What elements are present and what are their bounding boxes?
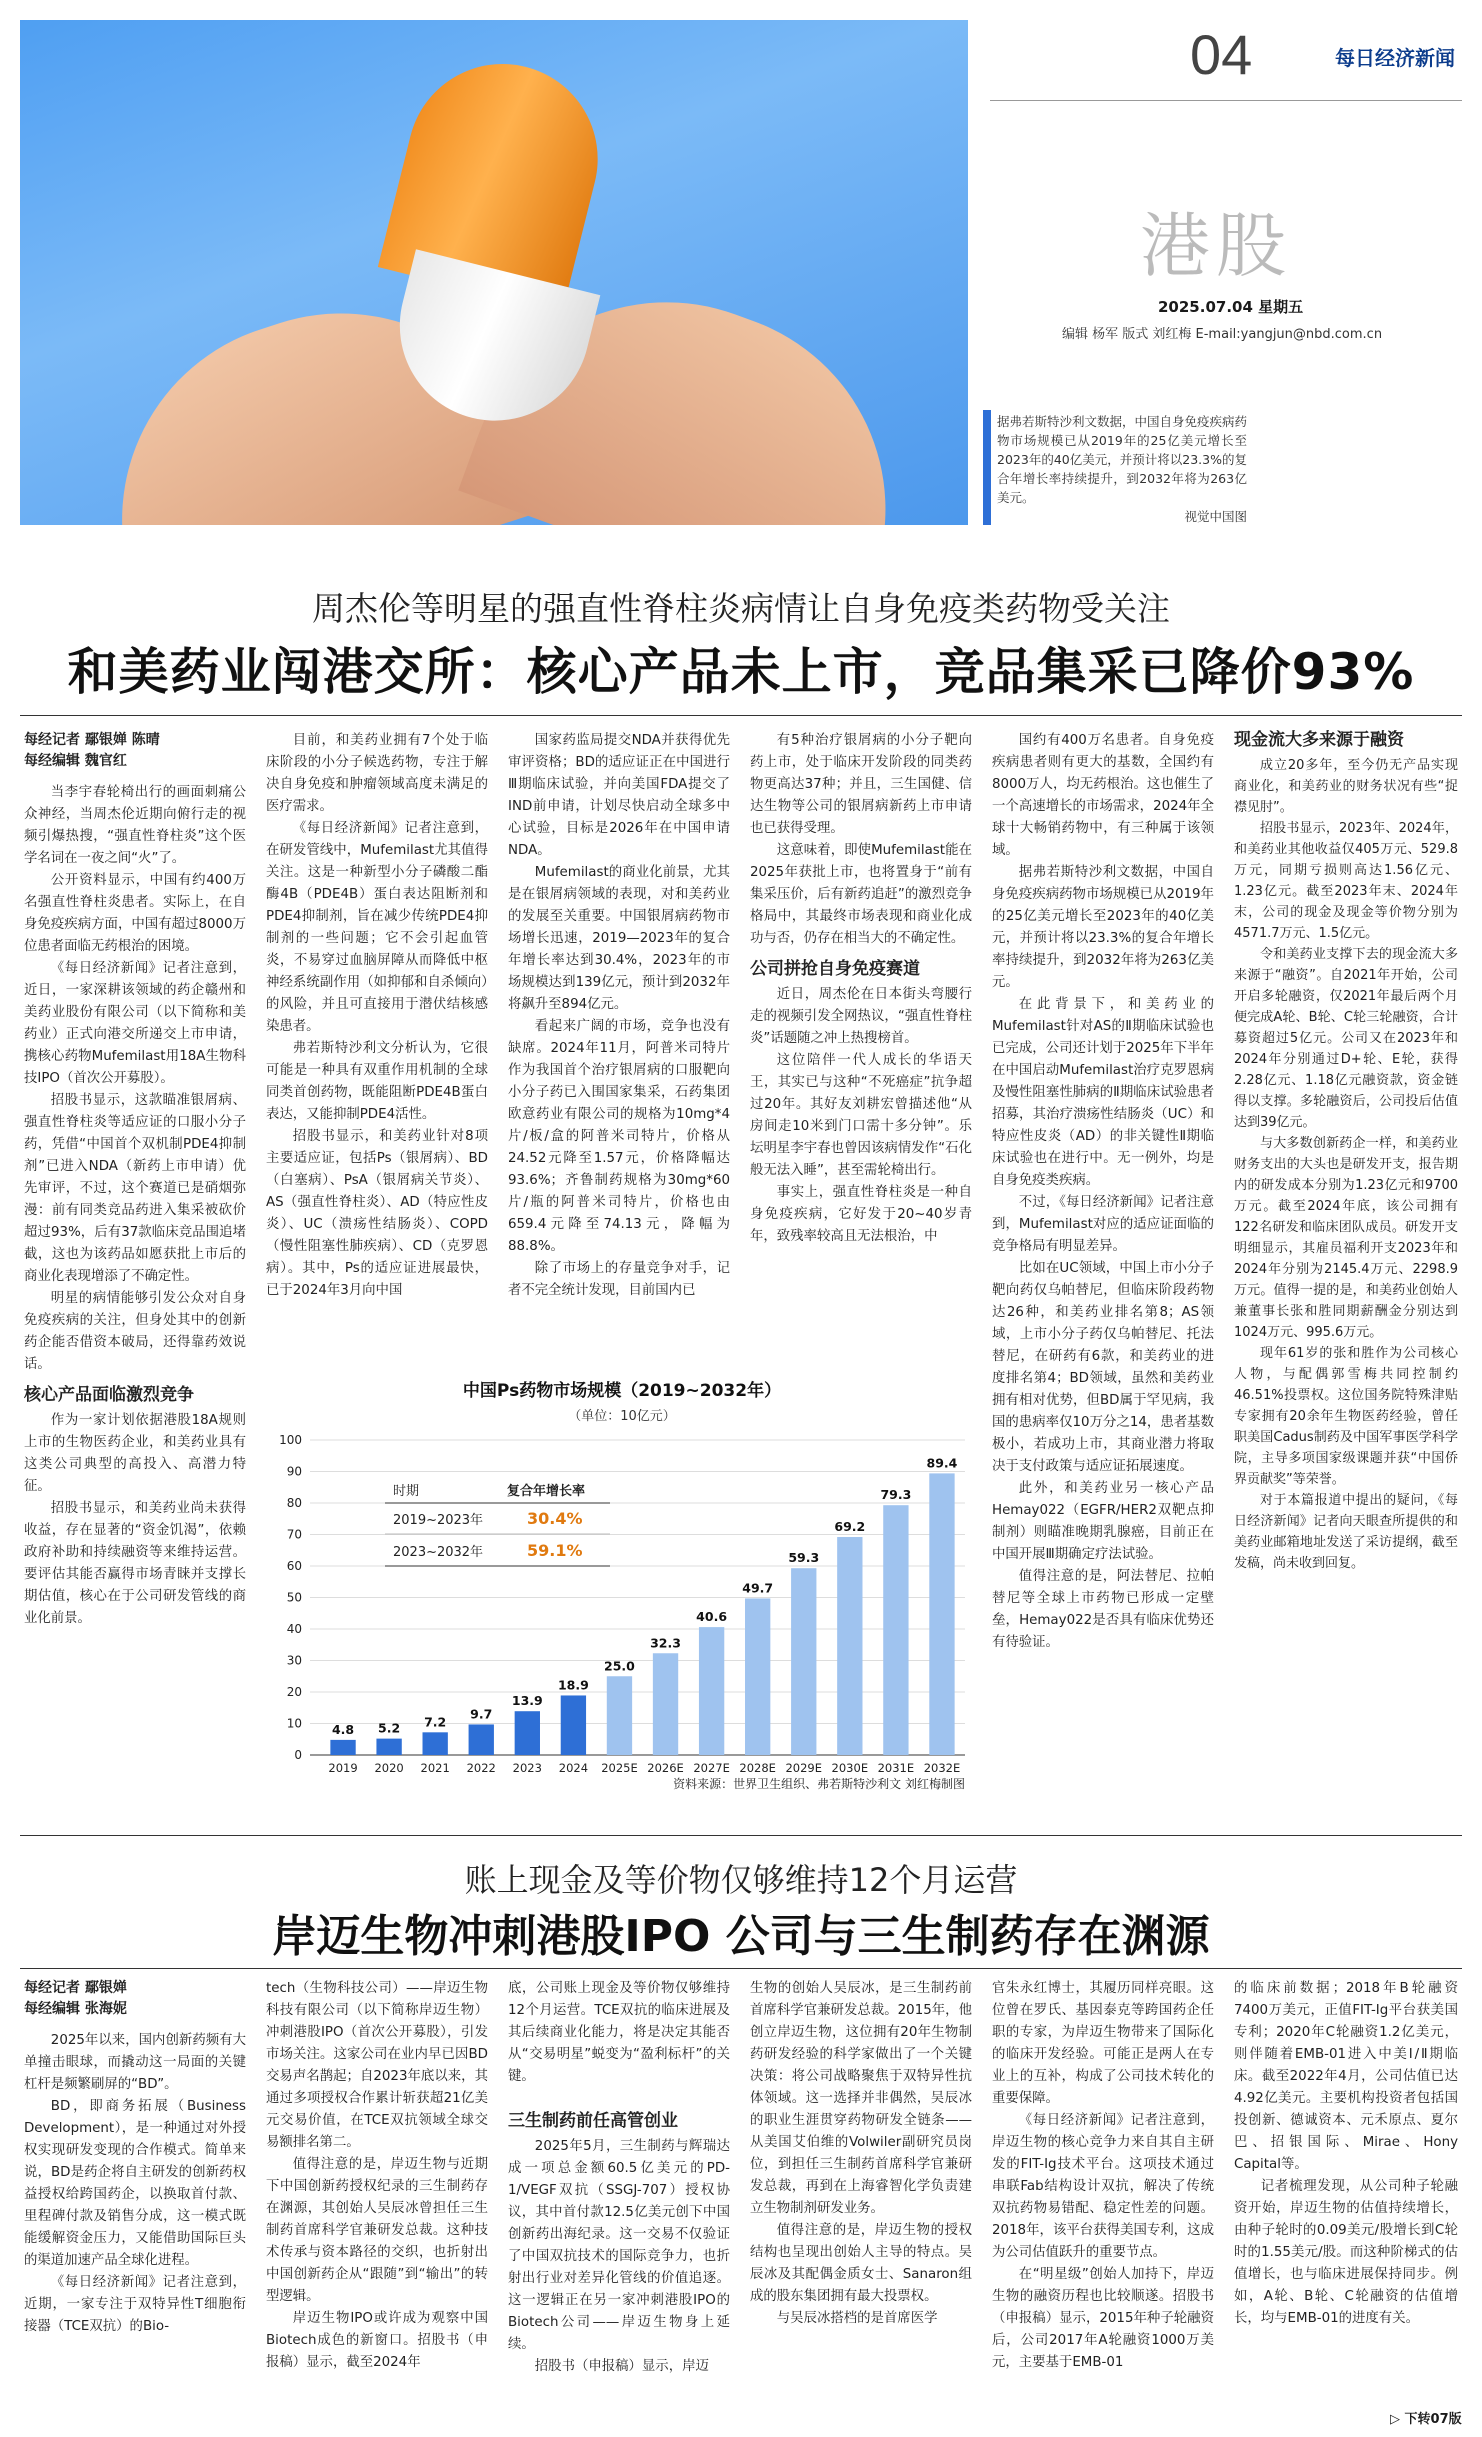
paragraph: 招股书显示，2023年、2024年，和美药业其他收益仅405万元、529.8万元，同期亏损则高达1.56亿元、1.23亿元。截至2023年末、2024年末，公司的现金及现金等价物分别为4571.7万元、1.5亿元。 <box>1234 821 1458 941</box>
bar-value-label: 18.9 <box>557 1677 589 1693</box>
paragraph: 此外，和美药业另一核心产品Hemay022（EGFR/HER2双靶点抑制剂）则瞄准晚期乳腺癌，目前正在中国开展Ⅲ期确定疗法试验。 <box>992 1481 1214 1562</box>
article1-rule <box>20 715 1462 716</box>
cagr-row-rate: 59.1% <box>527 1541 583 1560</box>
y-tick-label: 20 <box>286 1685 302 1699</box>
paragraph: 令和美药业支撑下去的现金流大多来源于“融资”。自2021年开始，公司开启多轮融资，仅2021年最后两个月便完成A轮、B轮、C轮三轮融资，合计募资超过5亿元。公司又在2023年和2024年分别通过D+轮、E轮，获得2.28亿元、1.18亿元融资款，资金链得以支撑。多轮融资后，公司投后估值达到39亿元。 <box>1234 947 1458 1130</box>
bar-2020 <box>376 1739 401 1755</box>
article2-column-3 <box>508 1978 730 2378</box>
bar-value-label: 89.4 <box>926 1455 958 1471</box>
paragraph: 《每日经济新闻》记者注意到，岸迈生物的核心竞争力来自其自主研发的FIT-Ig技术平台。这项技术通过串联Fab结构设计双抗，解决了传统双抗药物易错配、稳定性差的问题。2018年，该平台获得美国专利，这成为公司估值跃升的重要节点。 <box>992 2113 1214 2260</box>
paragraph: 弗若斯特沙利文分析认为，它很可能是一种具有双重作用机制的全球同类首创药物，既能阻断PDE4B蛋白表达，又能抑制PDE4活性。 <box>266 1041 488 1122</box>
paragraph: 岸迈生物IPO或许成为观察中国Biotech成色的新窗口。招股书（申报稿）显示，截至2024年 <box>266 2311 488 2370</box>
paragraph: Mufemilast的商业化前景，尤其是在银屑病领域的表现，对和美药业的发展至关重要。中国银屑病药物市场增长迅速，2019—2023年的复合年增长率达到30.4%，2023年的市场规模达到139亿元，预计到2032年将飙升至894亿元。 <box>508 865 730 1012</box>
y-tick-label: 0 <box>294 1748 302 1762</box>
article1-headline: 和美药业闯港交所：核心产品未上市，竞品集采已降价93% <box>67 643 1415 701</box>
paragraph: 2025年5月，三生制药与辉瑞达成一项总金额60.5亿美元的PD-1/VEGF双抗（SSGJ-707）授权协议，其中首付款12.5亿美元创下中国创新药出海纪录。这一交易不仅验证了中国双抗技术的国际竞争力，也折射出行业对差异化管线的价值追逐。这一逻辑正在另一家冲刺港股IPO的Biotech公司——岸迈生物身上延续。 <box>508 2139 730 2352</box>
bar-value-label: 25.0 <box>604 1658 635 1674</box>
article2-top-rule <box>20 1835 1462 1836</box>
article1-column-3 <box>508 730 730 1302</box>
chart-unit: （单位：10亿元） <box>568 1409 676 1424</box>
bar-2028E <box>745 1598 770 1755</box>
bar-2024 <box>561 1695 586 1755</box>
paragraph: 据弗若斯特沙利文数据，中国自身免疫疾病药物市场规模已从2019年的25亿美元增长至2023年的40亿美元，并预计将以23.3%的复合年增长率持续提升，到2032年将为263亿美元。 <box>992 865 1214 990</box>
bar-2027E <box>699 1627 724 1755</box>
caption-text: 据弗若斯特沙利文数据，中国自身免疫疾病药物市场规模已从2019年的25亿美元增长至2023年的40亿美元，并预计将以23.3%的复合年增长率持续提升，到2032年将为263亿美元。 <box>997 414 1248 505</box>
bar-value-label: 79.3 <box>880 1487 912 1503</box>
article2-column-5 <box>992 1978 1214 2374</box>
bar-2022 <box>469 1724 494 1755</box>
x-tick-label: 2027E <box>693 1761 730 1775</box>
bar-2021 <box>423 1732 448 1755</box>
y-tick-label: 50 <box>286 1590 302 1605</box>
subheading: 现金流大多来源于融资 <box>1234 730 1404 750</box>
masthead-divider <box>990 100 1462 101</box>
x-tick-label: 2031E <box>877 1761 915 1775</box>
bar-value-label: 7.2 <box>424 1714 447 1730</box>
article1-column-1 <box>24 730 246 1630</box>
paragraph: 这位陪伴一代人成长的华语天王，其实已与这种“不死癌症”抗争超过20年。其好友刘耕宏曾描述他“从房间走10米到门口需十多分钟”。乐坛明星李宇春也曾因该病情发作“石化般无法入睡”，甚至需轮椅出行。 <box>750 1053 972 1178</box>
subheading: 三生制药前任高管创业 <box>508 2111 678 2131</box>
byline-editor: 每经编辑 张海妮 <box>24 2001 127 2017</box>
article1-column-5 <box>992 730 1214 1654</box>
paragraph: 招股书显示，和美药业针对8项主要适应证，包括Ps（银屑病）、BD（白塞病）、PsA（银屑病关节炎）、AS（强直性脊柱炎）、AD（特应性皮炎）、UC（溃疡性结肠炎）、COPD（慢性阻塞性肺疾病）、CD（克罗恩病）。其中，Ps的适应证进展最快，已于2024年3月向中国 <box>266 1129 488 1298</box>
chart-svg <box>265 1370 980 1795</box>
paragraph: 近日，周杰伦在日本街头弯腰行走的视频引发全网热议，“强直性脊柱炎”话题随之冲上热搜榜首。 <box>750 987 972 1046</box>
paragraph: 在此背景下，和美药业的Mufemilast针对AS的Ⅱ期临床试验也已完成，公司还计划于2025年下半年在中国启动Mufemilast治疗克罗恩病及慢性阻塞性肺病的Ⅱ期临床试验患者招募，其治疗溃疡性结肠炎（UC）和特应性皮炎（AD）的非关键性Ⅱ期临床试验也在进行中。无一例外，均是自身免疫类疾病。 <box>992 997 1214 1188</box>
paragraph: 比如在UC领域，中国上市小分子靶向药仅乌帕替尼，但临床阶段药物达26种，和美药业排名第8；AS领域，上市小分子药仅乌帕替尼、托法替尼，在研药有6款，和美药业的进度排名第4；BD领域，虽然和美药业拥有相对优势，但BD属于罕见病，我国的患病率仅10万分之14，患者基数极小，若成功上市，其商业潜力将取决于支付政策与适应证拓展速度。 <box>992 1261 1214 1474</box>
paragraph: 值得注意的是，岸迈生物与近期下中国创新药授权纪录的三生制药存在渊源，其创始人吴辰冰曾担任三生制药首席科学官兼研发总裁。这种技术传承与资本路径的交织，也折射出中国创新药企从“跟随”到“输出”的转型逻辑。 <box>266 2157 488 2304</box>
subheading: 公司拼抢自身免疫赛道 <box>750 959 920 979</box>
x-tick-label: 2023 <box>512 1761 542 1775</box>
x-tick-label: 2021 <box>420 1761 450 1775</box>
paragraph: 不过，《每日经济新闻》记者注意到，Mufemilast对应的适应证面临的竞争格局有明显差异。 <box>992 1195 1214 1254</box>
paragraph: 值得注意的是，岸迈生物的授权结构也呈现出创始人主导的特点。吴辰冰及其配偶金质女士、Sanaron组成的股东集团拥有最大投票权。 <box>750 2223 972 2304</box>
paragraph: 《每日经济新闻》记者注意到，近日，一家深耕该领域的药企赣州和美药业股份有限公司（以下简称和美药业）正式向港交所递交上市申请，携核心药物Mufemilast用18A生物科技IPO（首次公开募股）。 <box>24 961 246 1086</box>
paragraph: 的临床前数据；2018年B轮融资7400万美元，正值FIT-Ig平台获美国专利；2020年C轮融资1.2亿美元，则伴随着EMB-01进入中美Ⅰ/Ⅱ期临床。截至2022年4月，公司估值已达4.92亿美元。主要机构投资者包括国投创新、德诚资本、元禾原点、夏尔巴、招银国际、Mirae、Hony Capital等。 <box>1234 1981 1458 2172</box>
paragraph: BD，即商务拓展（Business Development），是一种通过对外授权实现研发变现的合作模式。简单来说，BD是药企将自主研发的创新药权益授权给跨国药企，以换取首付款、里程碑付款及销售分成，这一模式既能缓解资金压力，又能借助国际巨头的渠道加速产品全球化进程。 <box>24 2099 246 2268</box>
article2-column-4 <box>750 1978 972 2330</box>
x-tick-label: 2032E <box>923 1761 961 1775</box>
y-tick-label: 80 <box>286 1496 302 1510</box>
article2-subtitle: 账上现金及等价物仅够维持12个月运营 <box>464 1861 1018 1899</box>
x-tick-label: 2020 <box>374 1761 404 1775</box>
article1-column-4 <box>750 730 972 1248</box>
cagr-header-period: 时期 <box>393 1484 420 1499</box>
y-tick-label: 70 <box>286 1527 302 1542</box>
bar-value-label: 32.3 <box>650 1635 681 1651</box>
bar-value-label: 40.6 <box>696 1609 728 1625</box>
paragraph: 公开资料显示，中国有约400万名强直性脊柱炎患者。实际上，在自身免疫疾病方面，中国有超过8000万位患者面临无药根治的困境。 <box>24 873 246 954</box>
paragraph: 与吴辰冰搭档的是首席医学 <box>776 2311 938 2326</box>
paragraph: 国约有400万名患者。自身免疫疾病患者则有更大的基数，全国约有8000万人，均无药根治。这也催生了一个高速增长的市场需求，2024年全球十大畅销药物中，有三种属于该领域。 <box>992 733 1214 858</box>
chart-source: 资料来源：世界卫生组织、弗若斯特沙利文 刘红梅制图 <box>673 1777 965 1791</box>
article2-column-6 <box>1234 1978 1458 2330</box>
byline-reporter: 每经记者 鄢银婵 <box>24 1980 127 1996</box>
paragraph: tech（生物科技公司）——岸迈生物科技有限公司（以下简称岸迈生物）冲刺港股IPO（首次公开募股），引发市场关注。这家公司在业内早已因BD交易声名鹊起；自2023年底以来，其通过多项授权合作累计斩获超21亿美元交易价值，在TCE双抗领域全球交易额排名第二。 <box>266 1981 488 2150</box>
y-tick-label: 40 <box>286 1622 302 1636</box>
paragraph: 现年61岁的张和胜作为公司核心人物，与配偶郭雪梅共同控制约46.51%投票权。这位国务院特殊津贴专家拥有20余年生物医药经验，曾任职美国Cadus制药及中国军事医学科学院，主导多项国家级课题并获“中国侨界贡献奖”等荣誉。 <box>1234 1346 1458 1487</box>
article1-column-2 <box>266 730 488 1302</box>
paragraph: 这意味着，即使Mufemilast能在2025年获批上市，也将置身于“前有集采压价，后有新药追赶”的激烈竞争格局中，其最终市场表现和商业化成功与否，仍存在相当大的不确定性。 <box>750 843 972 946</box>
pill-photo <box>20 20 968 525</box>
subheading: 核心产品面临激烈竞争 <box>24 1385 194 1405</box>
byline-reporter: 每经记者 鄢银婵 陈晴 <box>24 732 160 748</box>
paragraph: 《每日经济新闻》记者注意到，近期，一家专注于双特异性T细胞衔接器（TCE双抗）的Bio- <box>24 2275 246 2334</box>
bar-value-label: 59.3 <box>788 1550 820 1566</box>
article2-column-2 <box>266 1978 488 2374</box>
x-tick-label: 2022 <box>466 1761 496 1775</box>
bar-2030E <box>837 1537 862 1755</box>
x-tick-label: 2026E <box>647 1761 684 1775</box>
paragraph: 2025年以来，国内创新药频有大单撞击眼球，而撬动这一局面的关键杠杆是频繁刷屏的“BD”。 <box>24 2033 246 2092</box>
paragraph: 值得注意的是，阿法替尼、拉帕替尼等全球上市药物已形成一定壁垒，Hemay022是否具有临床优势还有待验证。 <box>992 1569 1214 1650</box>
paragraph: 对于本篇报道中提出的疑问，《每日经济新闻》记者向天眼查所提供的和美药业邮箱地址发送了采访提纲，截至发稿，尚未收到回复。 <box>1234 1493 1458 1571</box>
ps-market-chart <box>265 1370 980 1795</box>
photo-caption <box>975 412 1247 526</box>
bar-2019 <box>330 1740 355 1755</box>
bar-2029E <box>791 1568 816 1755</box>
y-tick-label: 30 <box>286 1653 302 1668</box>
cagr-header-rate: 复合年增长率 <box>507 1484 586 1499</box>
cagr-row-period: 2019~2023年 <box>393 1513 484 1528</box>
continue-link[interactable]: ▷ 下转07版 <box>1390 2412 1462 2427</box>
paragraph: 成立20多年，至今仍无产品实现商业化，和美药业的财务状况有些“捉襟见肘”。 <box>1234 758 1458 815</box>
y-tick-label: 90 <box>286 1464 302 1479</box>
bar-2025E <box>607 1676 632 1755</box>
x-tick-label: 2019 <box>328 1761 358 1775</box>
article2-headline: 岸迈生物冲刺港股IPO 公司与三生制药存在渊源 <box>272 1911 1210 1962</box>
paragraph: 作为一家计划依据港股18A规则上市的生物医药企业，和美药业具有这类公司典型的高投入、高潜力特征。 <box>24 1413 246 1494</box>
paragraph: 目前，和美药业拥有7个处于临床阶段的小分子候选药物，专注于解决自身免疫和肿瘤领域高度未满足的医疗需求。 <box>266 733 488 814</box>
paragraph: 官朱永红博士，其履历同样亮眼。这位曾在罗氏、基因泰克等跨国药企任职的专家，为岸迈生物带来了国际化的临床开发经验。可能正是两人在专业上的互补，构成了公司技术转化的重要保障。 <box>992 1981 1214 2106</box>
editor-line: 编辑 杨军 版式 刘红梅 E-mail:yangjun@nbd.com.cn <box>1062 327 1383 342</box>
issue-date: 2025.07.04 星期五 <box>1158 298 1304 316</box>
bar-value-label: 4.8 <box>331 1721 355 1737</box>
bar-value-label: 9.7 <box>470 1706 493 1722</box>
cagr-row-rate: 30.4% <box>527 1509 583 1528</box>
y-tick-label: 100 <box>279 1433 302 1447</box>
paragraph: 招股书（申报稿）显示，岸迈 <box>534 2359 709 2374</box>
article1-subtitle: 周杰伦等明星的强直性脊柱炎病情让自身免疫类药物受关注 <box>312 589 1170 628</box>
bar-value-label: 5.2 <box>378 1720 401 1736</box>
byline-editor: 每经编辑 魏官红 <box>24 753 127 769</box>
paragraph: 有5种治疗银屑病的小分子靶向药上市，处于临床开发阶段的同类药物更高达37种；并且，三生国健、信达生物等公司的银屑病新药上市申请也已获得受理。 <box>750 733 972 836</box>
cagr-row-period: 2023~2032年 <box>393 1545 484 1560</box>
x-tick-label: 2024 <box>558 1761 589 1775</box>
paragraph: 与大多数创新药企一样，和美药业财务支出的大头也是研发开支，报告期内的研发成本分别为1.23亿元和9700万元。截至2024年底，该公司拥有122名研发和临床团队成员。研发开支明细显示，其雇员福利开支2023年和2024年分别为2145.4万元、2298.9万元。值得一提的是，和美药业创始人兼董事长张和胜同期薪酬金分别达到1024万元、995.6万元。 <box>1234 1136 1458 1340</box>
x-tick-label: 2025E <box>601 1761 638 1775</box>
paragraph: 国家药监局提交NDA并获得优先审评资格；BD的适应证正在中国进行Ⅲ期临床试验，并向美国FDA提交了IND前申请，计划尽快启动全球多中心试验，目标是2026年在中国申请NDA。 <box>508 733 730 858</box>
paragraph: 底，公司账上现金及等价物仅够维持12个月运营。TCE双抗的临床进展及其后续商业化能力，将是决定其能否从“交易明星”蜕变为“盈利标杆”的关键。 <box>508 1981 730 2084</box>
bar-value-label: 69.2 <box>834 1519 866 1535</box>
paragraph: 招股书显示，这款瞄准银屑病、强直性脊柱炎等适应证的口服小分子药，凭借“中国首个双机制PDE4抑制剂”已进入NDA（新药上市申请）优先审评，不过，这个赛道已是硝烟弥漫：前有同类竞品药进入集采被砍价超过93%，后有37款临床竞品围追堵截，这也为该药品如愿获批上市后的商业化表现增添了不确定性。 <box>24 1093 246 1284</box>
paragraph: 当李宇春轮椅出行的画面刺痛公众神经，当周杰伦近期向俯行走的视频引爆热搜，“强直性脊柱炎”这个医学名词在一夜之间“火”了。 <box>24 785 246 866</box>
y-tick-label: 10 <box>286 1716 302 1731</box>
paper-name: 每日经济新闻 <box>1335 46 1455 70</box>
bar-2026E <box>653 1653 678 1755</box>
bar-2023 <box>515 1711 540 1755</box>
bar-value-label: 13.9 <box>511 1693 543 1709</box>
article2-rule <box>20 1968 1462 1969</box>
paragraph: 明星的病情能够引发公众对自身免疫疾病的关注，但身处其中的创新药企能否借资本破局，还得靠药效说话。 <box>24 1291 246 1372</box>
paragraph: 招股书显示，和美药业尚未获得收益，存在显著的“资金饥渴”，依赖政府补助和持续融资等来维持运营。要评估其能否赢得市场青睐并支撑长期估值，核心在于公司研发管线的商业化前景。 <box>24 1501 246 1626</box>
paragraph: 在“明星级”创始人加持下，岸迈生物的融资历程也比较顺遂。招股书（申报稿）显示，2015年种子轮融资后，公司2017年A轮融资1000万美元，主要基于EMB-01 <box>992 2267 1214 2370</box>
x-tick-label: 2029E <box>785 1761 823 1775</box>
paragraph: 事实上，强直性脊柱炎是一种自身免疫疾病，它好发于20~40岁青年，致残率较高且无法根治，中 <box>750 1185 972 1244</box>
bar-value-label: 49.7 <box>742 1580 774 1596</box>
paragraph: 生物的创始人吴辰冰，是三生制药前首席科学官兼研发总裁。2015年，他创立岸迈生物，这位拥有20年生物制药研发经验的科学家做出了一个关键决策：将公司战略聚焦于双特异性抗体领域。这一选择并非偶然，吴辰冰的职业生涯贯穿药物研发全链条——从美国艾伯维的Volwiler副研究员岗位，到担任三生制药首席科学官兼研发总裁，再到在上海睿智化学负责建立生物制剂研发业务。 <box>750 1981 972 2216</box>
paragraph: 记者梳理发现，从公司种子轮融资开始，岸迈生物的估值持续增长，由种子轮时的0.09美元/股增长到C轮时的1.55美元/股。而这种阶梯式的估值增长，也与临床进展保持同步。例如，A轮、B轮、C轮融资的估值增长，均与EMB-01的进度有关。 <box>1234 2179 1458 2326</box>
chart-title: 中国Ps药物市场规模（2019~2032年） <box>462 1381 782 1401</box>
x-tick-label: 2030E <box>831 1761 869 1775</box>
y-tick-label: 60 <box>286 1559 302 1573</box>
page-number: 04 <box>1190 23 1253 86</box>
photo-credit: 视觉中国图 <box>1184 509 1247 524</box>
paragraph: 除了市场上的存量竞争对手，记者不完全统计发现，目前国内已 <box>508 1261 730 1298</box>
paragraph: 看起来广阔的市场，竞争也没有缺席。2024年11月，阿普米司特片作为我国首个治疗银屑病的口服靶向小分子药已入围国家集采，石药集团欧意药业有限公司的规格为10mg*4片/板/盒的阿普米司特片，价格从24.52元降至1.57元，价格降幅达93.6%；齐鲁制药规格为30mg*60片/瓶的阿普米司特片，价格也由659.4元降至74.13元，降幅为88.8%。 <box>508 1019 730 1254</box>
bar-2032E <box>929 1473 954 1755</box>
paragraph: 《每日经济新闻》记者注意到，在研发管线中，Mufemilast尤其值得关注。这是一种新型小分子磷酸二酯酶4B（PDE4B）蛋白表达阻断剂和PDE4抑制剂，旨在减少传统PDE4抑制剂的一些问题；它不会引起血管炎，不易穿过血脑屏障从而降低中枢神经系统副作用（如抑郁和自杀倾向）的风险，并且可直接用于潜伏结核感染患者。 <box>266 821 488 1034</box>
section-title: 港股 <box>1140 205 1292 287</box>
bar-2031E <box>883 1505 908 1755</box>
x-tick-label: 2028E <box>739 1761 776 1775</box>
article1-column-6 <box>1234 730 1458 1574</box>
article2-column-1 <box>24 1978 246 2338</box>
